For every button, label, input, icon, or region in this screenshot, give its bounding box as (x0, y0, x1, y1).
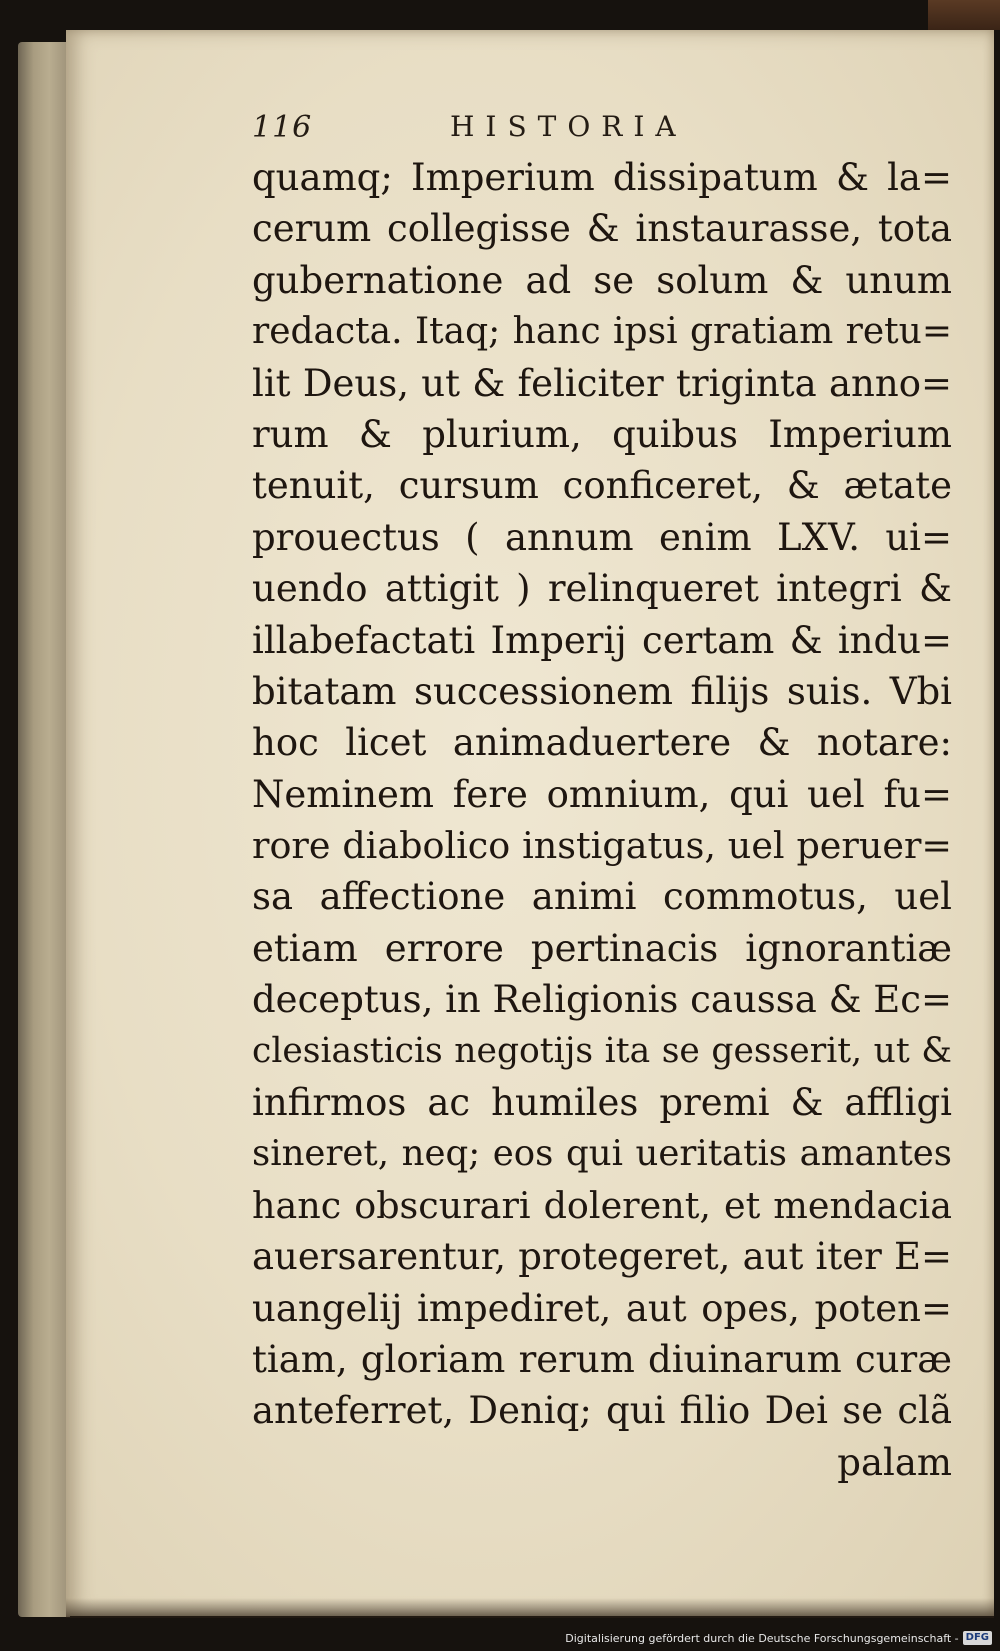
page-number: 116 (252, 110, 313, 145)
text-line: auersarentur, protegeret, aut iter E= (252, 1235, 952, 1279)
book-cover-edge (928, 0, 1000, 30)
text-line: bitatam successionem filijs suis. Vbi (252, 669, 952, 713)
text-line: hoc licet animaduertere & notare: (252, 721, 952, 765)
text-line: Neminem fere omnium, qui uel fu= (252, 772, 952, 816)
body-text (252, 152, 952, 1488)
text-line: lit Deus, ut & feliciter triginta anno= (252, 361, 952, 405)
text-line: etiam errore pertinacis ignorantiæ (252, 926, 952, 970)
dfg-logo-icon: DFG (963, 1631, 992, 1645)
text-line: hanc obscurari dolerent, et mendacia (252, 1183, 952, 1227)
text-line: quamq; Imperium dissipatum & la= (252, 156, 952, 199)
text-line: sineret, neq; eos qui ueritatis amantes (252, 1133, 952, 1175)
text-line: deceptus, in Religionis caussa & Ec= (252, 978, 952, 1022)
text-line: rore diabolico instigatus, uel peruer= (252, 824, 952, 868)
running-head-title: HISTORIA (450, 110, 687, 143)
book-page-stack-edge (18, 42, 70, 1617)
digitization-footer (565, 1629, 992, 1647)
text-line: illabefactati Imperij certam & indu= (252, 618, 952, 662)
text-line: sa affectione animi commotus, uel (252, 875, 952, 919)
running-head (252, 108, 952, 148)
text-line: clesiasticis negotijs ita se gesserit, ut & (252, 1030, 952, 1071)
text-line: gubernatione ad se solum & unum (252, 258, 952, 302)
text-line: infirmos ac humiles premi & affligi (252, 1081, 952, 1125)
text-line: uangelij impediret, aut opes, poten= (252, 1286, 952, 1330)
text-line: tenuit, cursum conficeret, & ætate (252, 464, 952, 508)
catchword: palam (837, 1440, 952, 1484)
text-line: anteferret, Deniq; qui filio Dei se clã (252, 1389, 952, 1433)
page-bottom-shadow (66, 1598, 994, 1618)
text-line: redacta. Itaq; hanc ipsi gratiam retu= (252, 311, 952, 353)
text-line: uendo attigit ) relinqueret integri & (252, 567, 952, 611)
footer-credit: Digitalisierung gefördert durch die Deutsche Forschungsgemeinschaft - (565, 1631, 959, 1645)
text-line: cerum collegisse & instaurasse, tota (252, 207, 952, 251)
text-line: prouectus ( annum enim LXV. ui= (252, 515, 952, 559)
text-line: rum & plurium, quibus Imperium (252, 412, 952, 456)
text-line: tiam, gloriam rerum diuinarum curæ (252, 1337, 952, 1381)
